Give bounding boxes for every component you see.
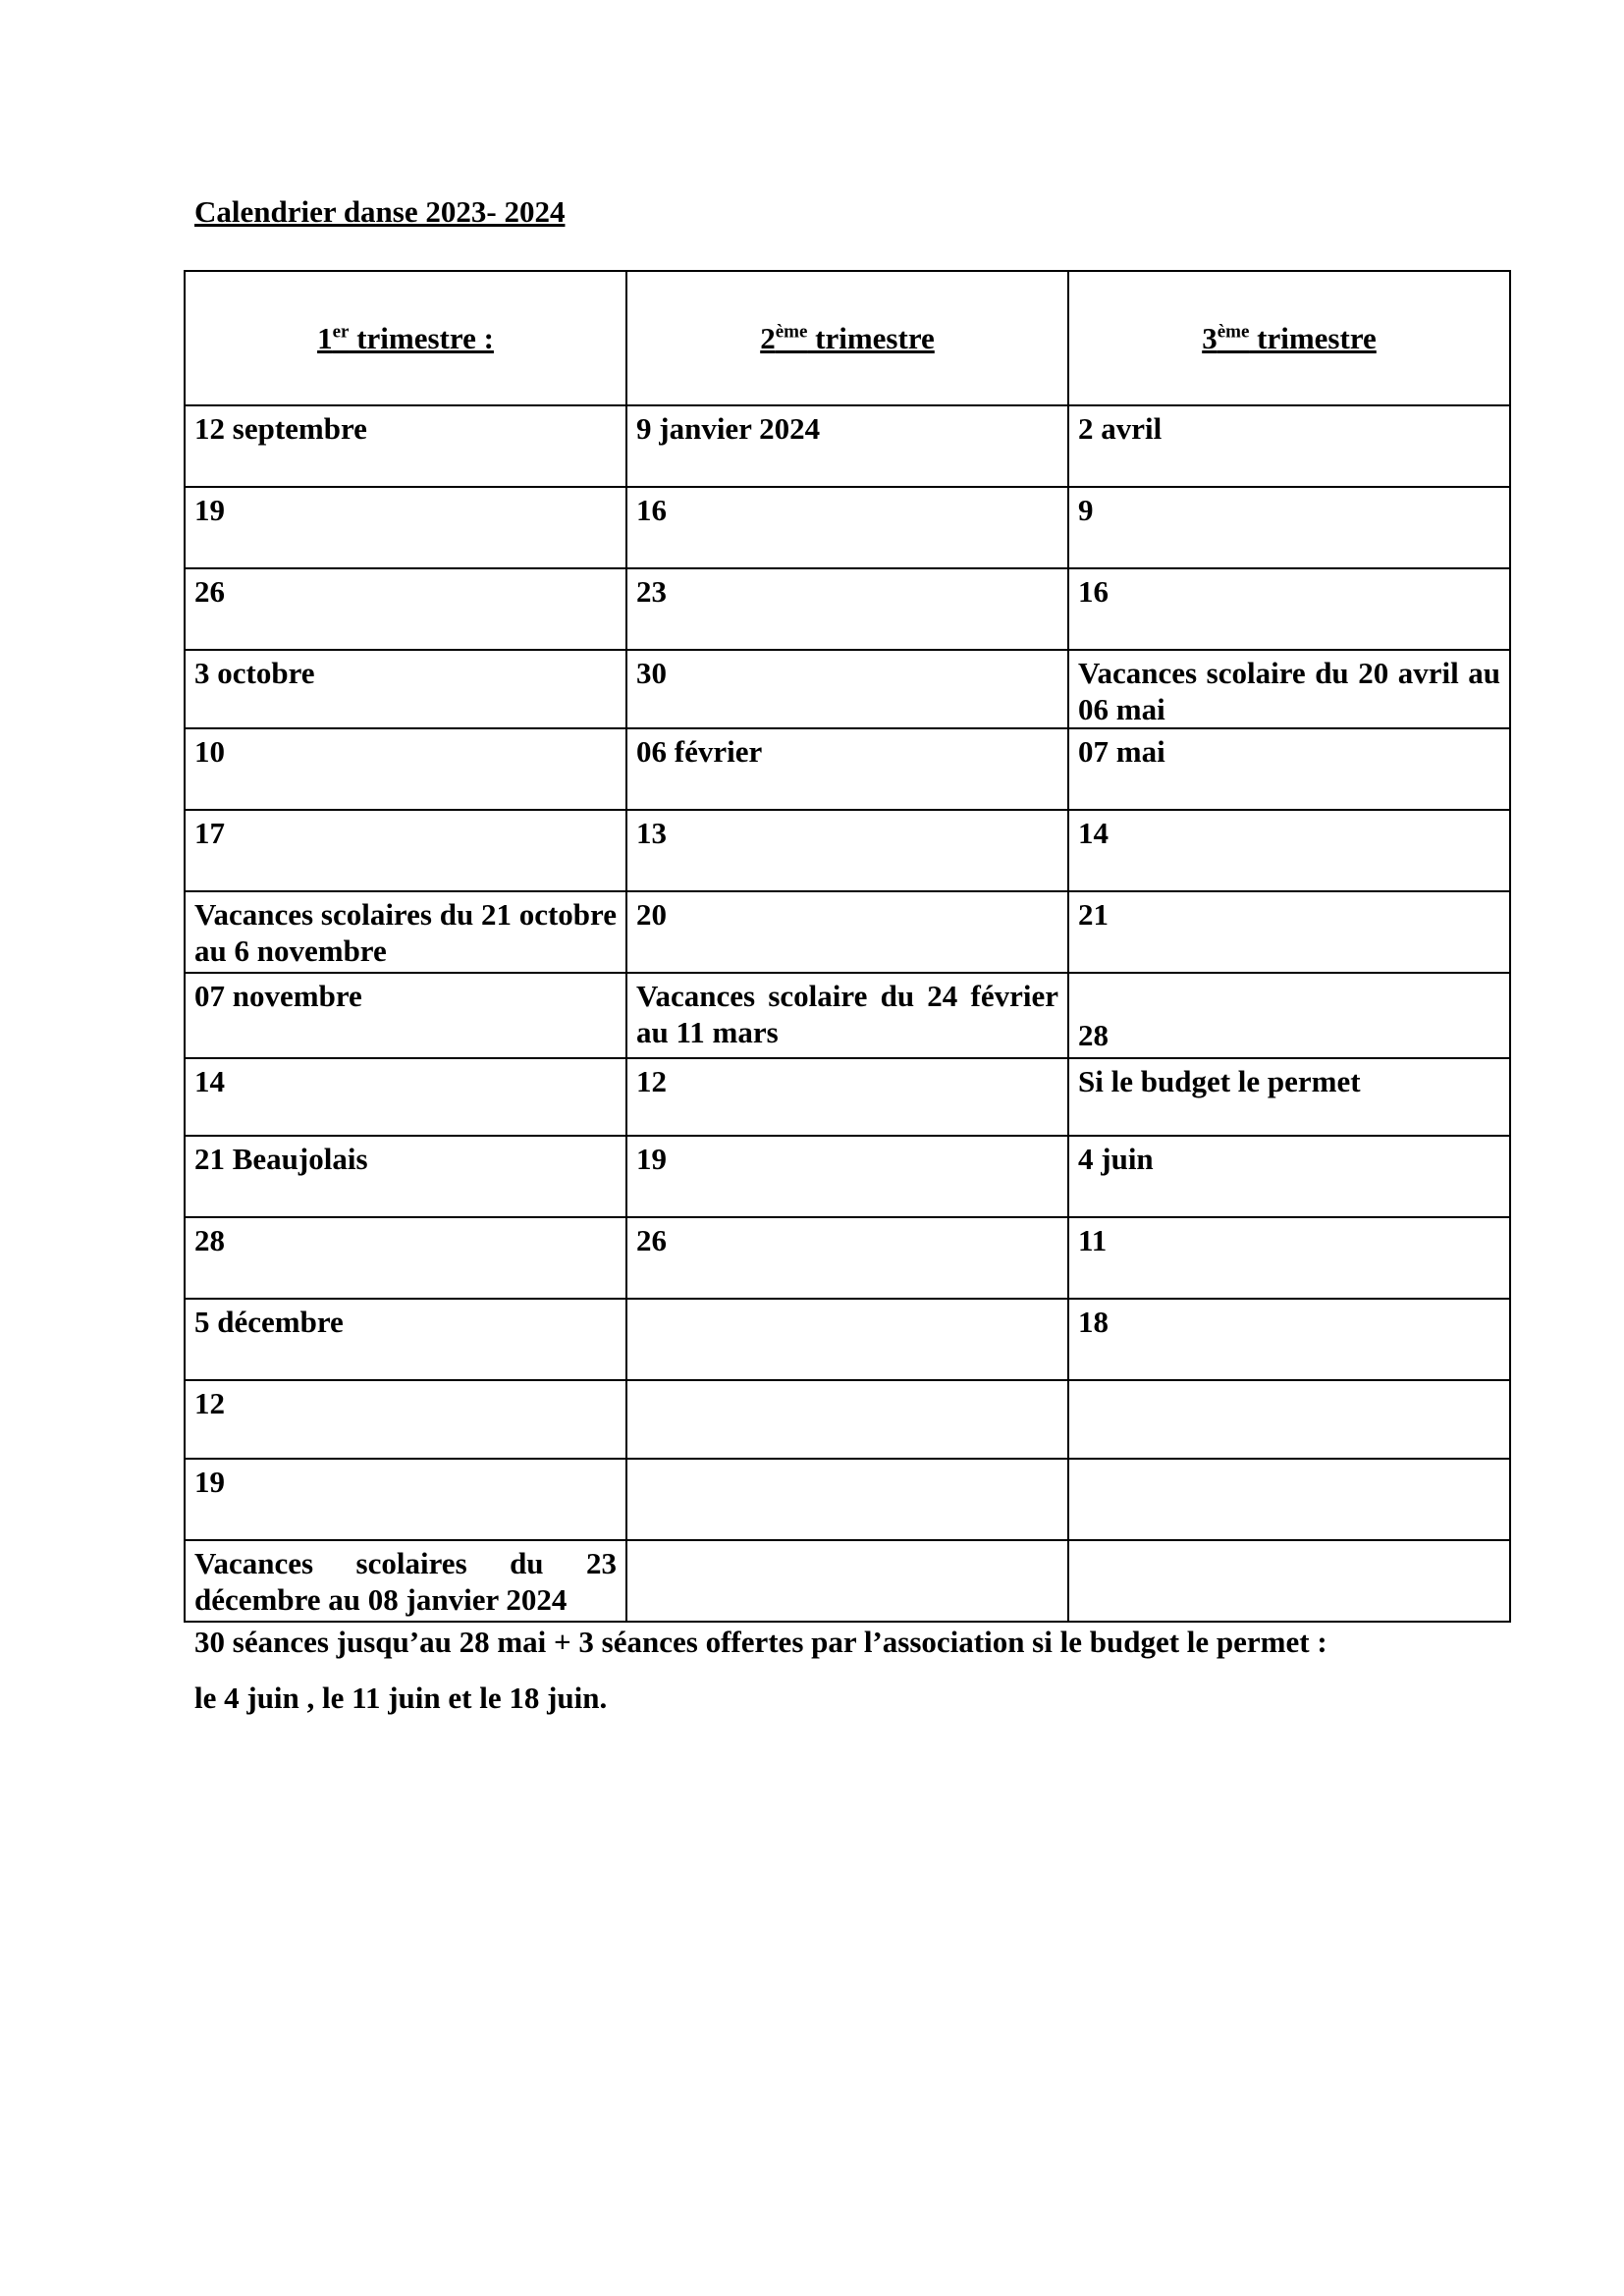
header-number: 2 <box>760 321 776 355</box>
date-cell-trimester-3 <box>1068 1540 1510 1622</box>
date-cell-trimester-1: 12 septembre <box>185 405 626 487</box>
header-label: trimestre : <box>349 321 494 355</box>
date-cell-trimester-2 <box>626 1299 1068 1380</box>
table-row <box>185 973 1510 1058</box>
date-cell-trimester-2: 26 <box>626 1217 1068 1299</box>
date-cell-trimester-1: 19 <box>185 1459 626 1540</box>
table-row <box>185 568 1510 650</box>
header-trimester-3 <box>1068 271 1510 405</box>
date-cell-trimester-2: 13 <box>626 810 1068 891</box>
table-row <box>185 1058 1510 1136</box>
header-trimester-2 <box>626 271 1068 405</box>
table-row <box>185 650 1510 728</box>
date-cell-trimester-3: 07 mai <box>1068 728 1510 810</box>
sessions-note: 30 séances jusqu’au 28 mai + 3 séances offertes par l’association si le budget le permet : <box>194 1625 1327 1659</box>
date-cell-trimester-1: 5 décembre <box>185 1299 626 1380</box>
header-ordinal-suffix: er <box>332 321 350 343</box>
date-cell-trimester-1: 19 <box>185 487 626 568</box>
date-cell-trimester-2: 12 <box>626 1058 1068 1136</box>
table-row <box>185 1136 1510 1217</box>
header-number: 3 <box>1202 321 1218 355</box>
date-cell-trimester-1: 10 <box>185 728 626 810</box>
table-row <box>185 487 1510 568</box>
date-cell-trimester-3: 18 <box>1068 1299 1510 1380</box>
date-cell-trimester-2: 9 janvier 2024 <box>626 405 1068 487</box>
holiday-cell-trimester-2: Vacances scolaire du 24 février au 11 mars <box>626 973 1068 1058</box>
page-title: Calendrier danse 2023- 2024 <box>194 194 566 229</box>
holiday-cell-trimester-1: Vacances scolaires du 21 octobre au 6 novembre <box>185 891 626 973</box>
date-cell-trimester-1: 07 novembre <box>185 973 626 1058</box>
date-cell-trimester-1: 12 <box>185 1380 626 1459</box>
header-number: 1 <box>317 321 333 355</box>
date-cell-trimester-3 <box>1068 1380 1510 1459</box>
date-cell-trimester-3: 2 avril <box>1068 405 1510 487</box>
date-cell-trimester-1: 14 <box>185 1058 626 1136</box>
date-cell-trimester-2: 19 <box>626 1136 1068 1217</box>
date-cell-trimester-2: 23 <box>626 568 1068 650</box>
date-cell-trimester-3: 9 <box>1068 487 1510 568</box>
date-cell-trimester-2: 06 février <box>626 728 1068 810</box>
table-row <box>185 728 1510 810</box>
table-row <box>185 405 1510 487</box>
header-label: trimestre <box>807 321 935 355</box>
date-cell-trimester-3: 21 <box>1068 891 1510 973</box>
date-cell-trimester-1: 3 octobre <box>185 650 626 728</box>
date-cell-trimester-3: 4 juin <box>1068 1136 1510 1217</box>
date-cell-trimester-2 <box>626 1380 1068 1459</box>
table-row <box>185 1540 1510 1622</box>
date-cell-trimester-1: 21 Beaujolais <box>185 1136 626 1217</box>
date-cell-trimester-2: 30 <box>626 650 1068 728</box>
date-cell-trimester-3: 28 <box>1068 973 1510 1058</box>
header-trimester-1 <box>185 271 626 405</box>
holiday-cell-trimester-3: Vacances scolaire du 20 avril au 06 mai <box>1068 650 1510 728</box>
date-cell-trimester-3: 11 <box>1068 1217 1510 1299</box>
date-cell-trimester-1: 17 <box>185 810 626 891</box>
date-cell-trimester-3 <box>1068 1459 1510 1540</box>
table-row <box>185 810 1510 891</box>
date-cell-trimester-1: 26 <box>185 568 626 650</box>
header-ordinal-suffix: ème <box>775 321 808 343</box>
extra-sessions-dates: le 4 juin , le 11 juin et le 18 juin. <box>194 1681 608 1715</box>
date-cell-trimester-1: 28 <box>185 1217 626 1299</box>
table-header-row <box>185 271 1510 405</box>
table-row <box>185 1299 1510 1380</box>
date-cell-trimester-2: 16 <box>626 487 1068 568</box>
date-cell-trimester-3: 16 <box>1068 568 1510 650</box>
header-label: trimestre <box>1249 321 1377 355</box>
table-row <box>185 891 1510 973</box>
holiday-cell-trimester-1: Vacances scolaires du 23 décembre au 08 janvier 2024 <box>185 1540 626 1622</box>
date-cell-trimester-2 <box>626 1459 1068 1540</box>
date-cell-trimester-2: 20 <box>626 891 1068 973</box>
header-ordinal-suffix: ème <box>1217 321 1250 343</box>
date-cell-trimester-3: 14 <box>1068 810 1510 891</box>
table-row <box>185 1459 1510 1540</box>
note-cell-trimester-3: Si le budget le permet <box>1068 1058 1510 1136</box>
calendar-table <box>184 270 1511 1623</box>
table-row <box>185 1217 1510 1299</box>
date-cell-trimester-2 <box>626 1540 1068 1622</box>
table-row <box>185 1380 1510 1459</box>
